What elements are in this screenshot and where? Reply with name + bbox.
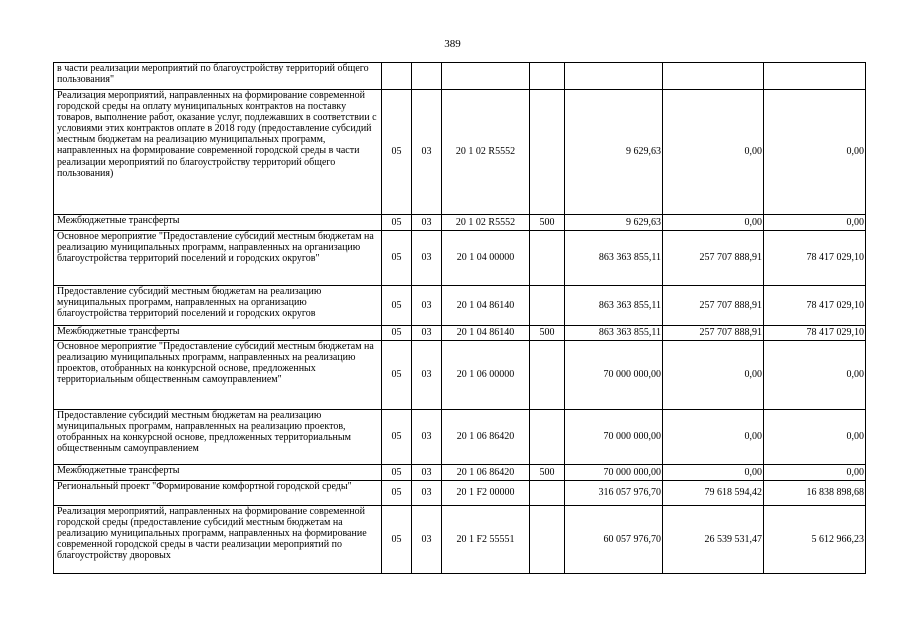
row-amount-year2: 257 707 888,91 [663,286,764,326]
row-amount-year2: 0,00 [663,341,764,410]
row-target-article: 20 1 F2 00000 [442,481,530,506]
table-row [54,465,866,481]
row-amount-year1: 863 363 855,11 [565,231,663,286]
row-amount-year1: 9 629,63 [565,90,663,215]
row-amount-year2: 0,00 [663,465,764,481]
budget-table [53,62,866,574]
row-amount-year1: 9 629,63 [565,215,663,231]
row-amount-year3: 0,00 [764,215,866,231]
row-subsection: 03 [412,90,442,215]
row-target-article: 20 1 F2 55551 [442,506,530,574]
row-subsection [412,63,442,90]
row-target-article: 20 1 04 86140 [442,326,530,341]
row-amount-year3: 16 838 898,68 [764,481,866,506]
row-target-article: 20 1 04 00000 [442,231,530,286]
row-amount-year2: 0,00 [663,215,764,231]
row-amount-year2: 79 618 594,42 [663,481,764,506]
page-number: 389 [444,38,461,50]
row-target-article: 20 1 06 00000 [442,341,530,410]
row-section: 05 [382,326,412,341]
row-amount-year2: 0,00 [663,90,764,215]
row-subsection: 03 [412,341,442,410]
row-amount-year3: 0,00 [764,410,866,465]
row-amount-year1: 70 000 000,00 [565,465,663,481]
row-expense-type [530,341,565,410]
row-expense-type [530,506,565,574]
row-amount-year3: 0,00 [764,465,866,481]
row-subsection: 03 [412,215,442,231]
row-description: Межбюджетные трансферты [54,326,382,341]
row-expense-type [530,63,565,90]
row-amount-year1: 70 000 000,00 [565,410,663,465]
row-amount-year2: 257 707 888,91 [663,231,764,286]
row-expense-type: 500 [530,215,565,231]
row-amount-year1: 316 057 976,70 [565,481,663,506]
table-row [54,286,866,326]
row-amount-year1 [565,63,663,90]
row-amount-year1: 863 363 855,11 [565,326,663,341]
row-target-article: 20 1 02 R5552 [442,90,530,215]
row-section: 05 [382,506,412,574]
row-amount-year3: 78 417 029,10 [764,326,866,341]
row-description: Межбюджетные трансферты [54,465,382,481]
row-expense-type [530,90,565,215]
table-row [54,341,866,410]
row-description: Основное мероприятие "Предоставление субсидий местным бюджетам на реализацию муниципальных программ, направленных на организацию благоустройства территорий поселений и городских округов" [54,231,382,286]
row-amount-year1: 70 000 000,00 [565,341,663,410]
table-row [54,410,866,465]
row-description: Региональный проект "Формирование комфортной городской среды" [54,481,382,506]
row-target-article: 20 1 02 R5552 [442,215,530,231]
row-description: Реализация мероприятий, направленных на формирование современной городской среды (предоставление субсидий местным бюджетам на реализацию муниципальных программ, направленных на формирование современной городской среды в части реализации мероприятий по благоустройству дворовых [54,506,382,574]
row-amount-year3: 0,00 [764,90,866,215]
row-expense-type [530,481,565,506]
row-subsection: 03 [412,410,442,465]
row-expense-type: 500 [530,326,565,341]
row-subsection: 03 [412,465,442,481]
row-amount-year2: 257 707 888,91 [663,326,764,341]
row-subsection: 03 [412,506,442,574]
table-row [54,63,866,90]
table-row [54,231,866,286]
row-target-article: 20 1 06 86420 [442,410,530,465]
row-target-article: 20 1 04 86140 [442,286,530,326]
row-section: 05 [382,231,412,286]
row-target-article [442,63,530,90]
row-amount-year3: 78 417 029,10 [764,286,866,326]
row-expense-type [530,286,565,326]
row-section: 05 [382,286,412,326]
row-amount-year3: 0,00 [764,341,866,410]
row-subsection: 03 [412,326,442,341]
row-description: Предоставление субсидий местным бюджетам на реализацию муниципальных программ, направленных на организацию благоустройства территорий поселений и городских округов [54,286,382,326]
table-row [54,326,866,341]
row-section [382,63,412,90]
row-description: Реализация мероприятий, направленных на формирование современной городской среды на оплату муниципальных контрактов на поставку товаров, выполнение работ, оказание услуг, подлежавших в соответствии с условиями этих контрактов оплате в 2018 году (предоставление субсидий местным бюджетам на реализацию муниципальных программ, направленных на формирование современной городской среды в части реализации мероприятий по благоустройству территорий общего пользования) [54,90,382,215]
row-section: 05 [382,481,412,506]
table-row [54,481,866,506]
row-description: Основное мероприятие "Предоставление субсидий местным бюджетам на реализацию муниципальных программ, направленных на реализацию проектов, отобранных на конкурсной основе, предложенных территориальным общественным самоуправлением" [54,341,382,410]
row-section: 05 [382,90,412,215]
row-amount-year1: 60 057 976,70 [565,506,663,574]
row-description: Межбюджетные трансферты [54,215,382,231]
row-amount-year3: 5 612 966,23 [764,506,866,574]
row-amount-year3 [764,63,866,90]
table-row [54,215,866,231]
row-section: 05 [382,465,412,481]
row-amount-year2: 26 539 531,47 [663,506,764,574]
row-target-article: 20 1 06 86420 [442,465,530,481]
row-description: в части реализации мероприятий по благоустройству территорий общего пользования" [54,63,382,90]
row-amount-year3: 78 417 029,10 [764,231,866,286]
row-amount-year2 [663,63,764,90]
table-row [54,90,866,215]
table-row [54,506,866,574]
row-section: 05 [382,410,412,465]
row-subsection: 03 [412,481,442,506]
row-expense-type: 500 [530,465,565,481]
row-section: 05 [382,341,412,410]
row-expense-type [530,231,565,286]
row-section: 05 [382,215,412,231]
row-subsection: 03 [412,286,442,326]
row-description: Предоставление субсидий местным бюджетам на реализацию муниципальных программ, направленных на реализацию проектов, отобранных на конкурсной основе, предложенных территориальным общественным самоуправлением [54,410,382,465]
row-subsection: 03 [412,231,442,286]
row-amount-year2: 0,00 [663,410,764,465]
row-amount-year1: 863 363 855,11 [565,286,663,326]
row-expense-type [530,410,565,465]
